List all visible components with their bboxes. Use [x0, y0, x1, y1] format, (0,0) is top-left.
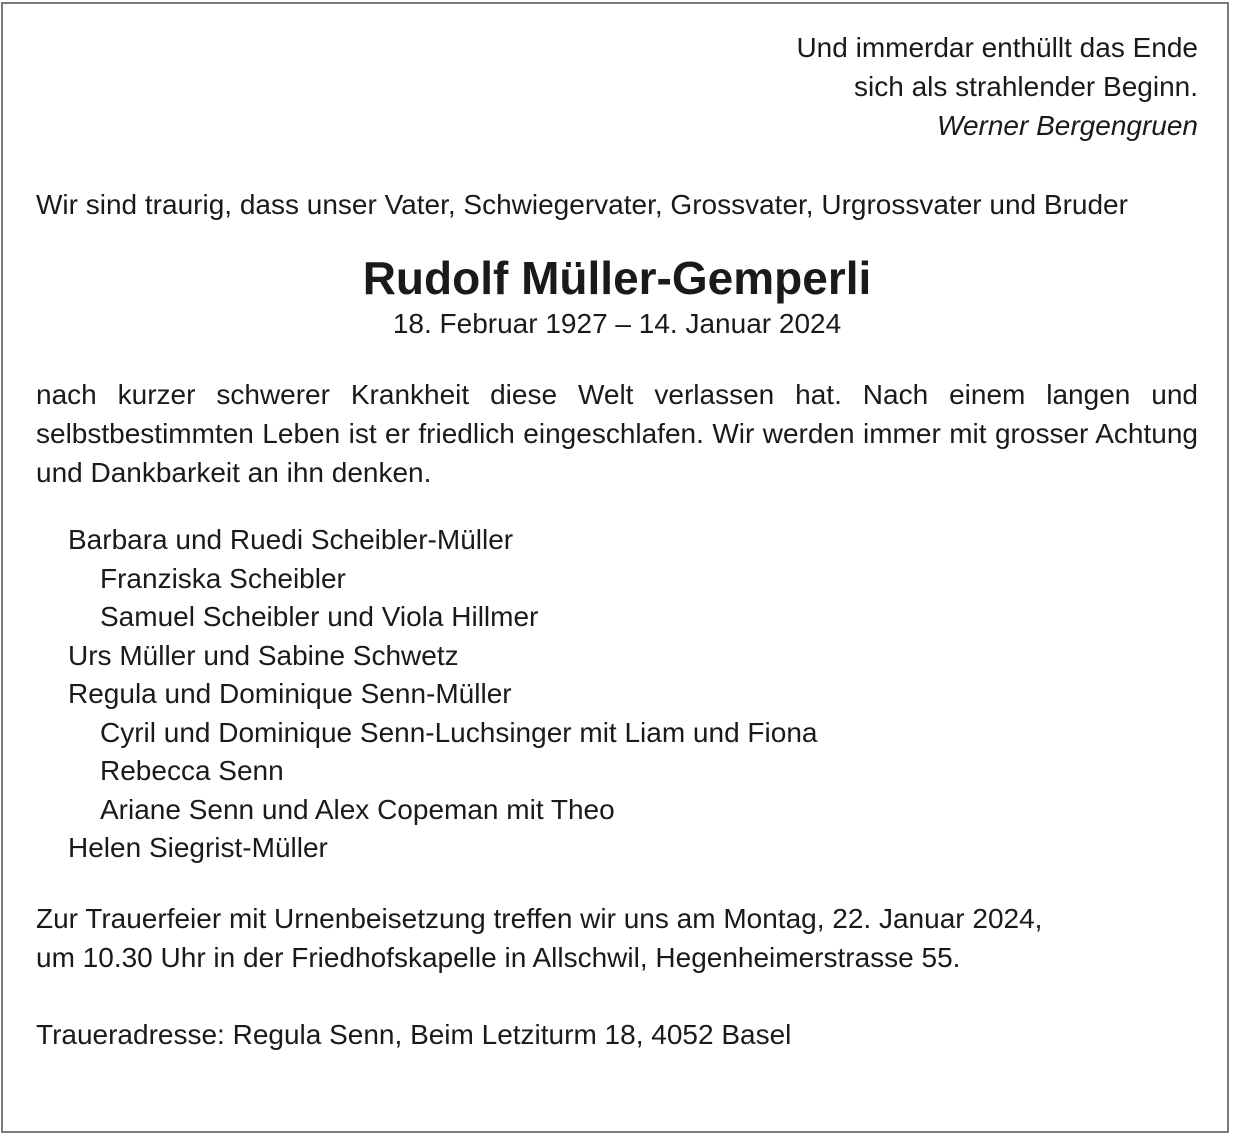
- mourners-list: [36, 521, 1198, 868]
- funeral-notice: [36, 899, 1198, 977]
- intro-text: Wir sind traurig, dass unser Vater, Schwiegervater, Grossvater, Urgrossvater und Bruder: [36, 189, 1128, 220]
- mourner-item: Barbara und Ruedi Scheibler-Müller: [68, 524, 514, 555]
- deceased-dates: 18. Februar 1927 – 14. Januar 2024: [392, 308, 842, 339]
- motto-author: Werner Bergengruen: [937, 110, 1198, 141]
- mourner-item: Urs Müller und Sabine Schwetz: [68, 639, 459, 671]
- mourner-item: Cyril und Dominique Senn-Luchsinger mit Liam und Fiona: [100, 716, 818, 748]
- mourner-item: Regula und Dominique Senn-Müller: [68, 678, 512, 709]
- obituary-content: [36, 28, 1198, 1054]
- body-text: nach kurzer schwerer Krankheit diese Welt verlassen hat. Nach einem langen und selbstbestimmten Leben ist er friedlich eingeschlafen. Wir werden immer mit grosser Achtung und Dankbarkeit an ihn denken.: [36, 379, 1198, 488]
- mourner-item: Rebecca Senn: [100, 755, 284, 786]
- funeral-line: Zur Trauerfeier mit Urnenbeisetzung treffen wir uns am Montag, 22. Januar 2024,: [36, 902, 1043, 934]
- mourner-item: Franziska Scheibler: [100, 562, 346, 594]
- mourner-item: Ariane Senn und Alex Copeman mit Theo: [100, 793, 615, 825]
- mourner-item: Samuel Scheibler und Viola Hillmer: [100, 601, 539, 632]
- deceased-block: [36, 250, 1198, 342]
- deceased-name: Rudolf Müller-Gemperli: [362, 252, 872, 304]
- motto-line: Und immerdar enthüllt das Ende: [796, 32, 1198, 63]
- mourner-item: Helen Siegrist-Müller: [68, 832, 328, 863]
- funeral-line: um 10.30 Uhr in der Friedhofskapelle in Allschwil, Hegenheimerstrasse 55.: [36, 941, 961, 973]
- motto-line: sich als strahlender Beginn.: [854, 71, 1198, 102]
- mourning-address: Traueradresse: Regula Senn, Beim Letziturm 18, 4052 Basel: [36, 1018, 792, 1050]
- motto-quote: [36, 28, 1198, 145]
